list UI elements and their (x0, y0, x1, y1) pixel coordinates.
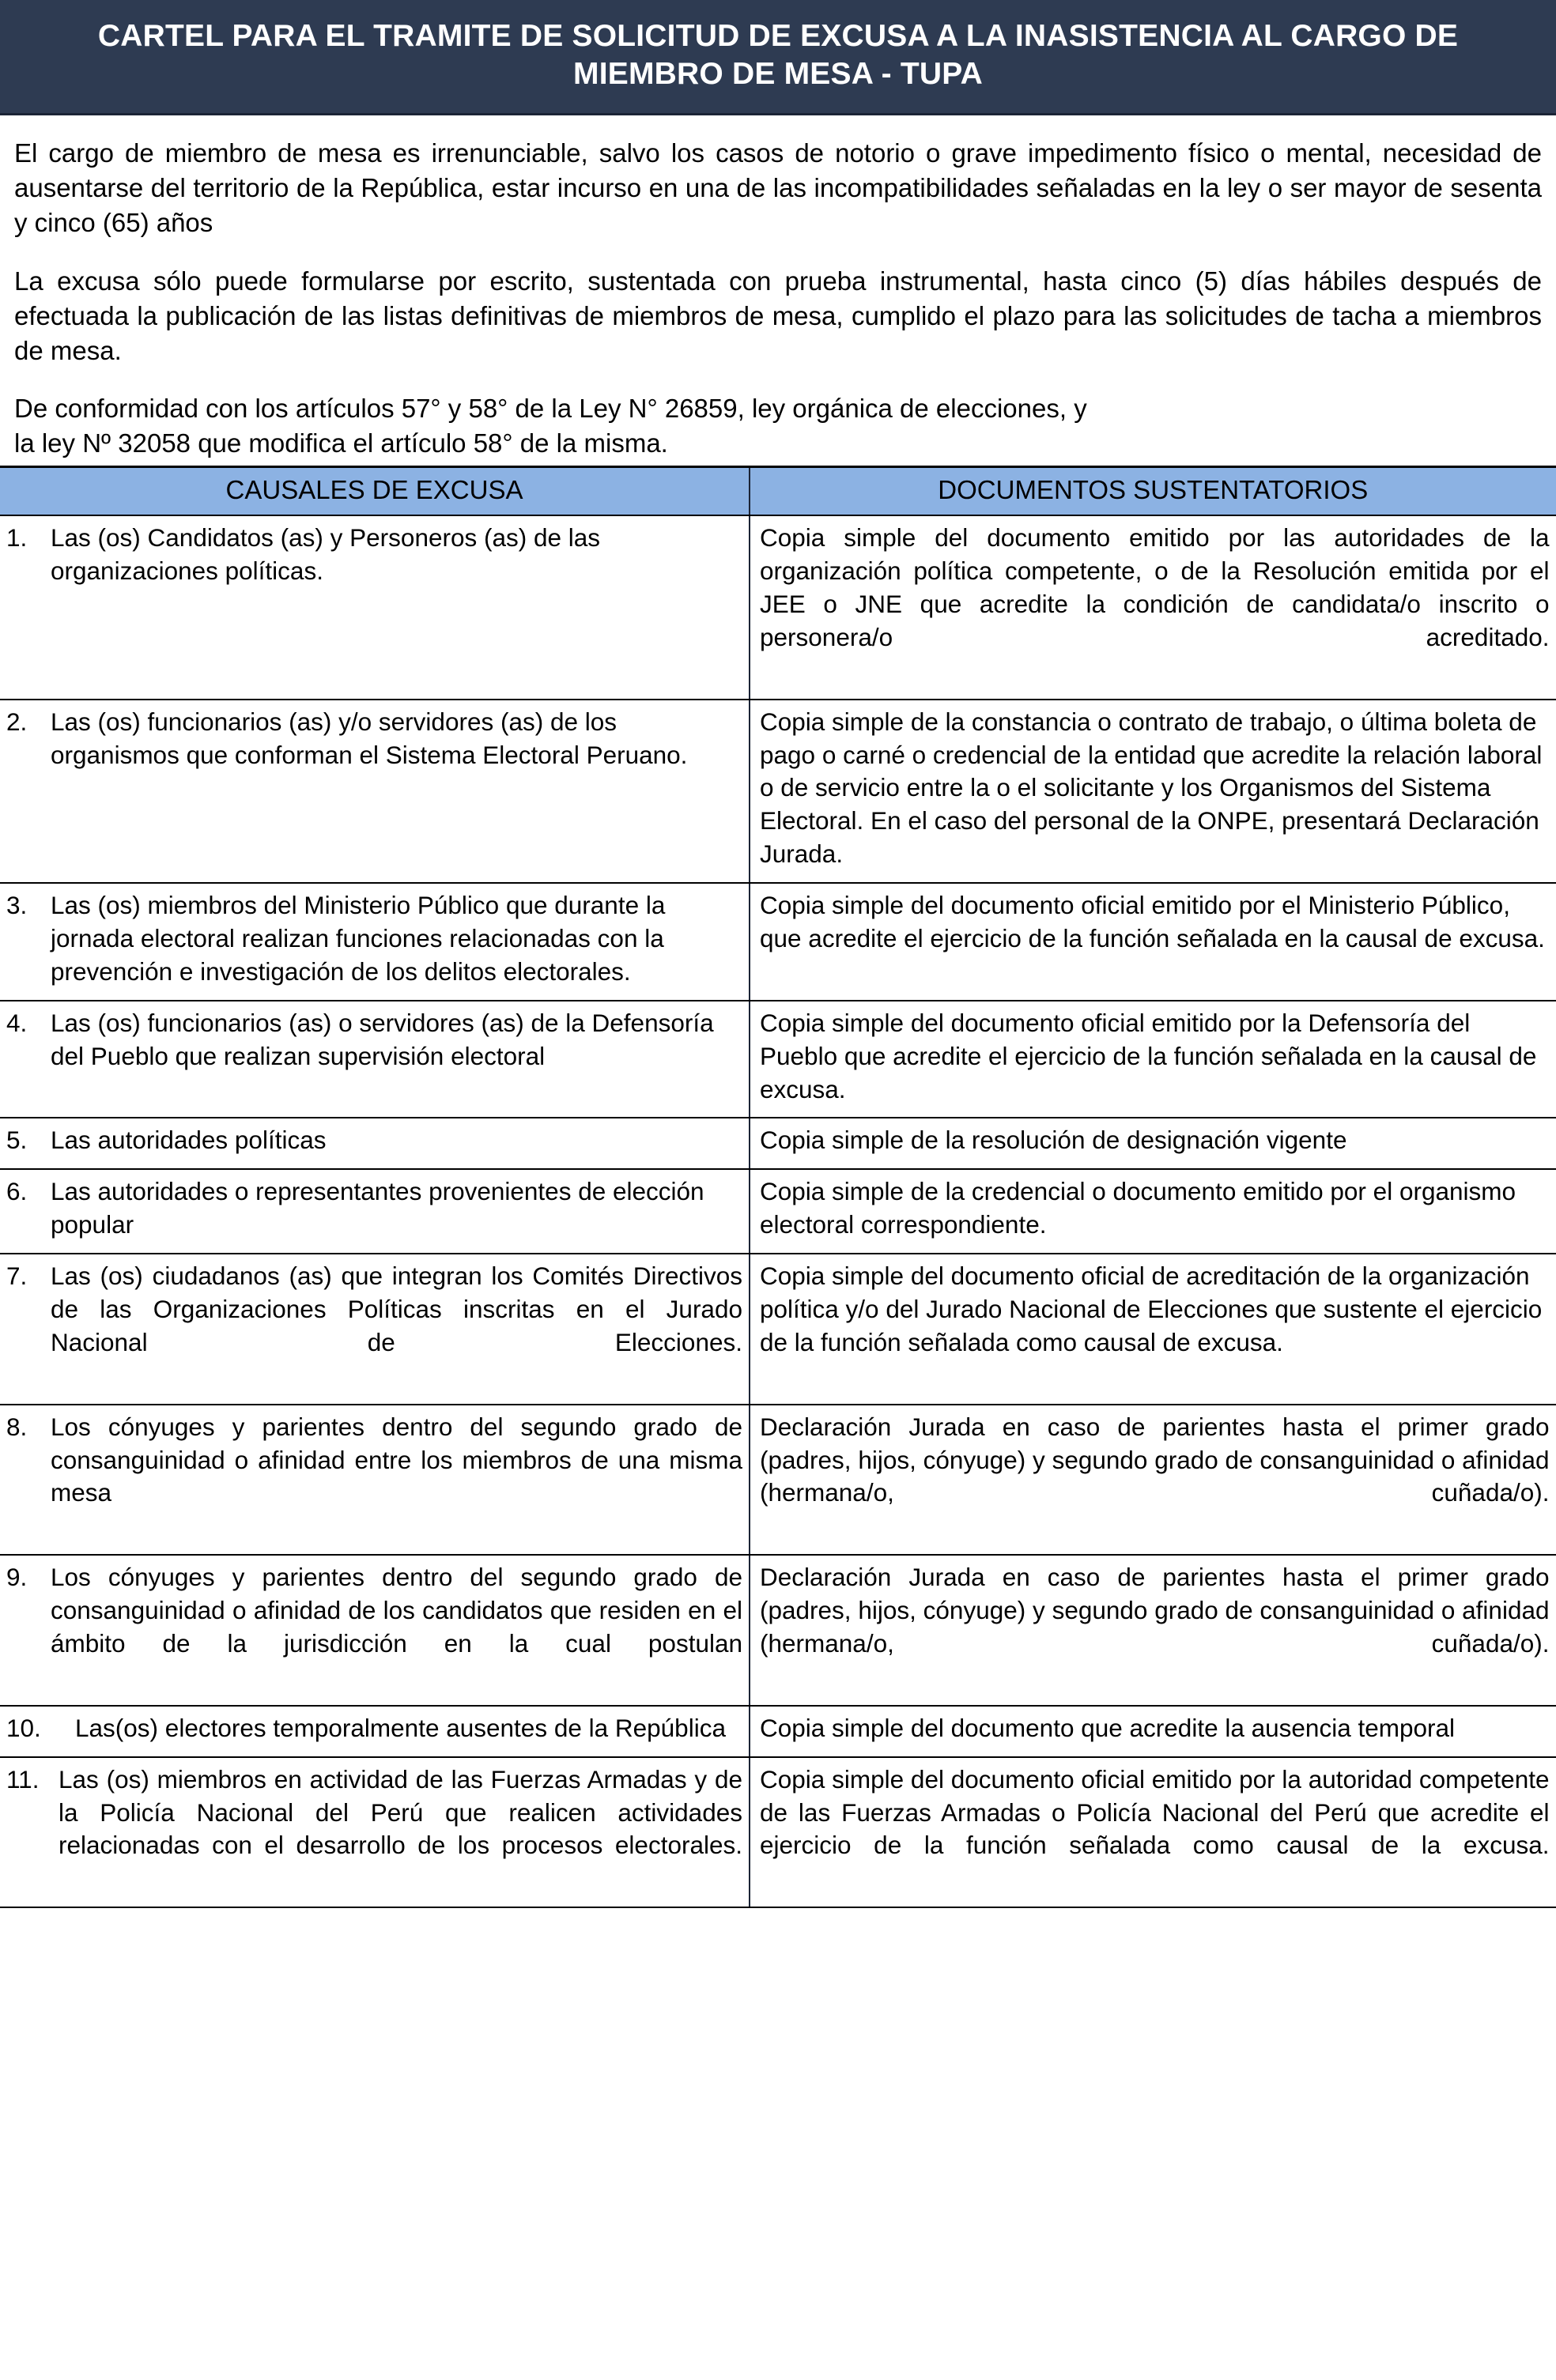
documento-cell (750, 1706, 1556, 1757)
causal-text: Las (os) ciudadanos (as) que integran los Comités Directivos de las Organizaciones Políticas inscritas en el Jurado Nacional de Elecciones. (51, 1262, 742, 1356)
causal-cell (0, 1405, 750, 1556)
causal-cell (0, 1757, 750, 1908)
documento-cell (750, 700, 1556, 883)
causal-number: 11. (6, 1764, 40, 1793)
causal-cell (0, 883, 750, 1001)
documento-text: Copia simple del documento oficial emitido por la autoridad competente de las Fuerzas Armadas o Policía Nacional del Perú que acredite el ejercicio de la función señalada como causal de la excusa. (760, 1764, 1550, 1860)
table-row (0, 883, 1556, 1001)
documento-cell (750, 515, 1556, 699)
table-row (0, 1757, 1556, 1908)
table-row (0, 1254, 1556, 1405)
documento-text: Declaración Jurada en caso de parientes hasta el primer grado (padres, hijos, cónyuge) y segundo grado de consanguinidad o afinidad (hermana/o, cuñada/o). (760, 1563, 1550, 1658)
causal-text: Las (os) miembros en actividad de las Fuerzas Armadas y de la Policía Nacional del Perú que realicen actividades relacionadas con el desarrollo de los procesos electorales. (59, 1764, 742, 1860)
causal-text: Las (os) Candidatos (as) y Personeros (as) de las organizaciones políticas. (51, 523, 601, 586)
causal-number: 9. (6, 1563, 28, 1592)
causal-text: Las (os) miembros del Ministerio Público que durante la jornada electoral realizan funciones relacionadas con la prevención e investigación de los delitos electorales. (51, 891, 666, 986)
table-row (0, 1118, 1556, 1169)
poster-header-banner (0, 0, 1556, 115)
causal-cell (0, 1706, 750, 1757)
causal-number: 6. (6, 1177, 28, 1206)
causal-number: 2. (6, 707, 28, 736)
table-row (0, 1169, 1556, 1254)
causal-text: Las autoridades políticas (51, 1126, 327, 1155)
table-row (0, 515, 1556, 699)
documento-text: Copia simple de la resolución de designación vigente (760, 1126, 1347, 1155)
documento-text: Copia simple del documento oficial de acreditación de la organización política y/o del Jurado Nacional de Elecciones que sustente el ejercicio de la función señalada como causal de excusa. (760, 1262, 1543, 1356)
documento-cell (750, 1254, 1556, 1405)
column-header-documentos: DOCUMENTOS SUSTENTATORIOS (750, 467, 1556, 516)
excusa-table (0, 466, 1556, 1908)
intro-paragraph-3-line-2: la ley Nº 32058 que modifica el artículo 58° de la misma. (14, 428, 668, 458)
causal-number: 1. (6, 523, 28, 553)
causal-cell (0, 1169, 750, 1254)
causal-cell (0, 1555, 750, 1706)
documento-text: Copia simple del documento emitido por las autoridades de la organización política competente, o de la Resolución emitida por el JEE o JNE que acredite la condición de candidata/o inscrito o personera/o acreditado. (760, 523, 1550, 651)
causal-text: Las(os) electores temporalmente ausentes de la República (75, 1713, 726, 1742)
causal-cell (0, 700, 750, 883)
documento-cell (750, 1405, 1556, 1556)
page-title: CARTEL PARA EL TRAMITE DE SOLICITUD DE EXCUSA A LA INASISTENCIA AL CARGO DE MIEMBRO DE MESA - TUPA (97, 19, 1459, 91)
documento-cell (750, 1169, 1556, 1254)
causal-number: 10. (6, 1713, 41, 1742)
documento-text: Copia simple de la constancia o contrato de trabajo, o última boleta de pago o carné o credencial de la entidad que acredite la relación laboral o de servicio entre la o el solicitante y los Organismos del Sistema Electoral. En el caso del personal de la ONPE, presentará Declaración Jurada. (760, 707, 1543, 869)
causal-number: 4. (6, 1008, 28, 1037)
intro-paragraph-2: La excusa sólo puede formularse por escrito, sustentada con prueba instrumental, hasta cinco (5) días hábiles después de efectuada la publicación de las listas definitivas de miembros de mesa, cumplido el plazo para las solicitudes de tacha a miembros de mesa. (14, 266, 1542, 365)
intro-paragraph-3-line-1: De conformidad con los artículos 57° y 58° de la Ley N° 26859, ley orgánica de elecciones, y (14, 394, 1087, 424)
documento-cell (750, 883, 1556, 1001)
documento-text: Copia simple del documento oficial emitido por el Ministerio Público, que acredite el ejercicio de la función señalada en la causal de excusa. (760, 891, 1545, 952)
causal-cell (0, 515, 750, 699)
table-row (0, 1706, 1556, 1757)
causal-cell (0, 1254, 750, 1405)
causal-number: 8. (6, 1412, 28, 1441)
causal-number: 5. (6, 1126, 28, 1155)
documento-text: Copia simple del documento oficial emitido por la Defensoría del Pueblo que acredite el ejercicio de la función señalada en la causal de excusa. (760, 1008, 1537, 1103)
table-row (0, 700, 1556, 883)
intro-paragraph-1: El cargo de miembro de mesa es irrenunciable, salvo los casos de notorio o grave impedimento físico o mental, necesidad de ausentarse del territorio de la República, estar incurso en una de las incompatibilidades señaladas en la ley o ser mayor de sesenta y cinco (65) años (14, 138, 1542, 237)
documento-cell (750, 1555, 1556, 1706)
causal-number: 3. (6, 891, 28, 920)
table-body (0, 515, 1556, 1907)
column-header-causales: CAUSALES DE EXCUSA (0, 467, 750, 516)
documento-text: Copia simple de la credencial o documento emitido por el organismo electoral correspondiente. (760, 1177, 1516, 1239)
documento-cell (750, 1001, 1556, 1118)
documento-cell (750, 1757, 1556, 1908)
causal-cell (0, 1118, 750, 1169)
causal-text: Los cónyuges y parientes dentro del segundo grado de consanguinidad o afinidad de los candidatos que residen en el ámbito de la jurisdicción en la cual postulan (51, 1563, 742, 1658)
causal-text: Las (os) funcionarios (as) y/o servidores (as) de los organismos que conforman el Sistema Electoral Peruano. (51, 707, 688, 769)
intro-section (0, 115, 1556, 461)
table-header-row (0, 467, 1556, 516)
documento-text: Copia simple del documento que acredite la ausencia temporal (760, 1713, 1456, 1742)
causal-number: 7. (6, 1262, 28, 1291)
documento-cell (750, 1118, 1556, 1169)
table-row (0, 1555, 1556, 1706)
intro-paragraph-3 (14, 391, 1542, 461)
causal-text: Las autoridades o representantes provenientes de elección popular (51, 1177, 704, 1239)
causal-text: Los cónyuges y parientes dentro del segundo grado de consanguinidad o afinidad entre los miembros de una misma mesa (51, 1412, 742, 1507)
causal-text: Las (os) funcionarios (as) o servidores (as) de la Defensoría del Pueblo que realizan supervisión electoral (51, 1008, 714, 1070)
table-row (0, 1405, 1556, 1556)
causal-cell (0, 1001, 750, 1118)
table-row (0, 1001, 1556, 1118)
documento-text: Declaración Jurada en caso de parientes hasta el primer grado (padres, hijos, cónyuge) y segundo grado de consanguinidad o afinidad (hermana/o, cuñada/o). (760, 1412, 1550, 1507)
